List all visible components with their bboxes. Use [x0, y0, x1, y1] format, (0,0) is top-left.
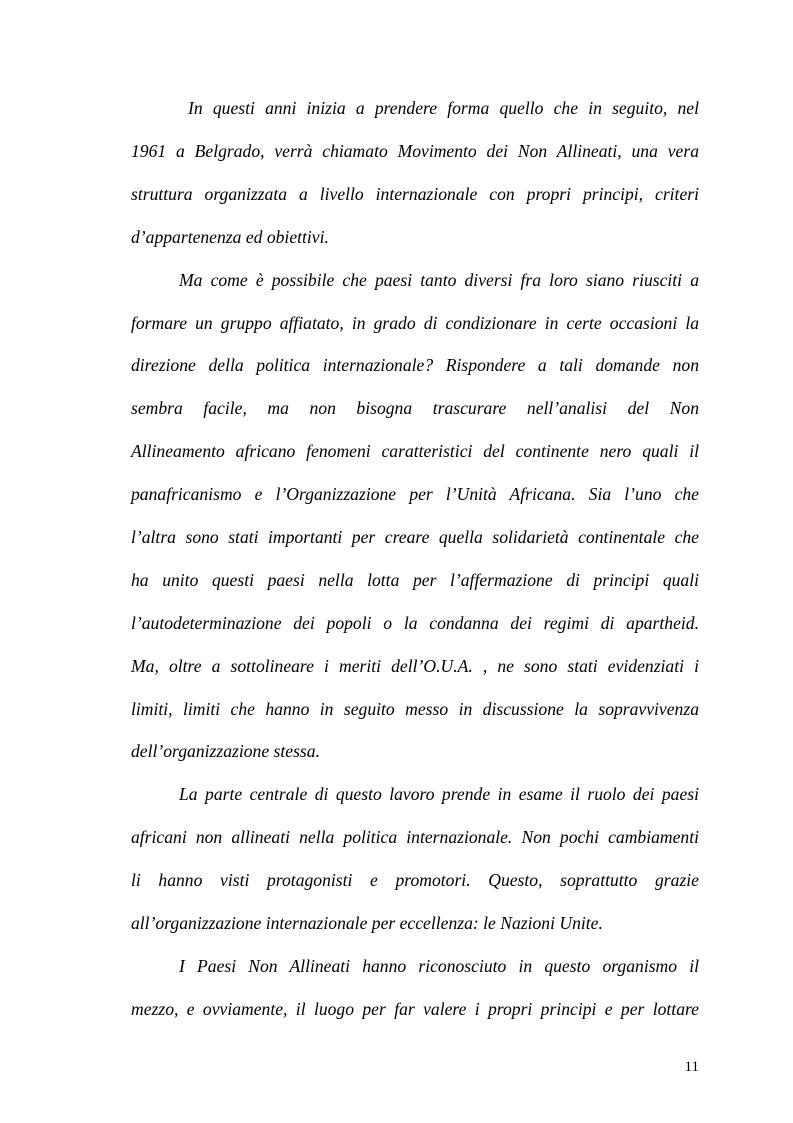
paragraph-2-line-9: l’autodeterminazione dei popoli o la condanna dei regimi di apartheid.: [131, 613, 699, 633]
paragraph-1-line-4: d’appartenenza ed obiettivi.: [131, 227, 329, 247]
paragraph-2-line-7: l’altra sono stati importanti per creare quella solidarietà continentale che: [131, 527, 699, 547]
paragraph-2-line-10: Ma, oltre a sottolineare i meriti dell’O.U.A. , ne sono stati evidenziati i: [131, 656, 699, 676]
paragraph-2-line-11: limiti, limiti che hanno in seguito messo in discussione la sopravvivenza: [131, 699, 699, 719]
paragraph-3-line-4: all’organizzazione internazionale per eccellenza: le Nazioni Unite.: [131, 913, 603, 933]
paragraph-2-line-1: Ma come è possibile che paesi tanto diversi fra loro siano riusciti a: [179, 270, 699, 290]
paragraph-1-line-1: In questi anni inizia a prendere forma quello che in seguito, nel: [188, 98, 699, 118]
paragraph-3-line-2: africani non allineati nella politica internazionale. Non pochi cambiamenti: [131, 827, 699, 847]
paragraph-4-line-1: I Paesi Non Allineati hanno riconosciuto in questo organismo il: [179, 956, 699, 976]
paragraph-3-line-1: La parte centrale di questo lavoro prende in esame il ruolo dei paesi: [179, 784, 699, 804]
paragraph-4-line-2: mezzo, e ovviamente, il luogo per far valere i propri principi e per lottare: [131, 999, 699, 1019]
paragraph-1-line-2: 1961 a Belgrado, verrà chiamato Movimento dei Non Allineati, una vera: [131, 141, 699, 161]
page-number: 11: [684, 1059, 699, 1075]
paragraph-2-line-3: direzione della politica internazionale? Rispondere a tali domande non: [131, 355, 699, 375]
paragraph-2-line-5: Allineamento africano fenomeni caratteristici del continente nero quali il: [131, 441, 699, 461]
paragraph-1-line-3: struttura organizzata a livello internazionale con propri principi, criteri: [131, 184, 699, 204]
paragraph-2-line-8: ha unito questi paesi nella lotta per l’affermazione di principi quali: [131, 570, 699, 590]
paragraph-3-line-3: li hanno visti protagonisti e promotori. Questo, soprattutto grazie: [131, 870, 699, 890]
paragraph-2-line-4: sembra facile, ma non bisogna trascurare nell’analisi del Non: [131, 398, 699, 418]
paragraph-2-line-2: formare un gruppo affiatato, in grado di condizionare in certe occasioni la: [131, 313, 699, 333]
paragraph-2-line-12: dell’organizzazione stessa.: [131, 741, 320, 761]
paragraph-2-line-6: panafricanismo e l’Organizzazione per l’Unità Africana. Sia l’uno che: [131, 484, 699, 504]
